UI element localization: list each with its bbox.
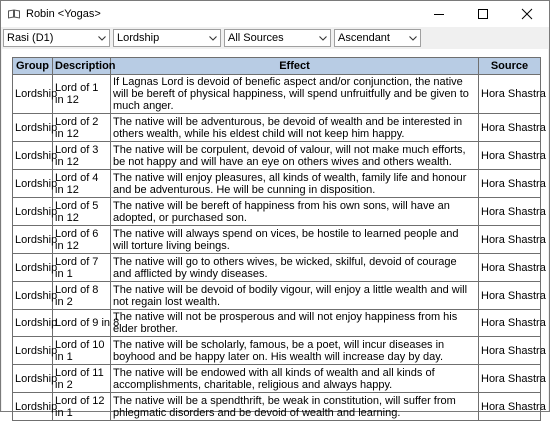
cell-group: Lordship (13, 337, 53, 365)
window-controls (417, 1, 549, 27)
cell-group: Lordship (13, 393, 53, 421)
chart-select[interactable] (3, 29, 110, 47)
cell-description: Lord of 8 in 2 (53, 282, 111, 310)
cell-group: Lordship (13, 226, 53, 254)
cell-effect: The native will not be prosperous and will not enjoy happiness from his elder brother. (111, 310, 479, 337)
cell-source: Hora Shastra (479, 114, 541, 142)
table-row[interactable] (13, 337, 541, 365)
cell-source: Hora Shastra (479, 170, 541, 198)
chart-select-value: Rasi (D1) (7, 32, 54, 44)
close-button[interactable] (505, 1, 549, 27)
cell-group: Lordship (13, 170, 53, 198)
maximize-icon (478, 9, 488, 19)
cell-source: Hora Shastra (479, 282, 541, 310)
cell-effect: The native will always spend on vices, be hostile to learned people and will torture living beings. (111, 226, 479, 254)
table-row[interactable] (13, 226, 541, 254)
chevron-down-icon (406, 36, 420, 41)
cell-group: Lordship (13, 142, 53, 170)
table-row[interactable] (13, 170, 541, 198)
cell-description: Lord of 10 in 1 (53, 337, 111, 365)
close-icon (522, 9, 532, 19)
table-row[interactable] (13, 114, 541, 142)
cell-description: Lord of 9 in 8 (53, 310, 111, 337)
table-row[interactable] (13, 310, 541, 337)
category-select-value: Lordship (117, 32, 160, 44)
cell-effect: The native will be devoid of bodily vigour, will enjoy a little wealth and will not regain lost wealth. (111, 282, 479, 310)
cell-description: Lord of 12 in 1 (53, 393, 111, 421)
cell-effect: The native will be adventurous, be devoid of wealth and be interested in others wealth, while his eldest child will not keep him happy. (111, 114, 479, 142)
cell-source: Hora Shastra (479, 254, 541, 282)
minimize-button[interactable] (417, 1, 461, 27)
cell-effect: The native will go to others wives, be wicked, skilful, devoid of courage and afflicted by windy diseases. (111, 254, 479, 282)
chevron-down-icon (95, 36, 109, 41)
cell-effect: The native will enjoy pleasures, all kinds of wealth, family life and honour and be adventurous. He will be cunning in disposition. (111, 170, 479, 198)
cell-description: Lord of 4 in 12 (53, 170, 111, 198)
cell-effect: The native will be scholarly, famous, be a poet, will incur diseases in boyhood and be happy later on. His wealth will increase day by day. (111, 337, 479, 365)
column-header-effect[interactable]: Effect (111, 58, 479, 75)
chevron-down-icon (316, 36, 330, 41)
cell-source: Hora Shastra (479, 393, 541, 421)
table-row[interactable] (13, 142, 541, 170)
table-row[interactable] (13, 365, 541, 393)
cell-description: Lord of 5 in 12 (53, 198, 111, 226)
cell-source: Hora Shastra (479, 142, 541, 170)
cell-source: Hora Shastra (479, 365, 541, 393)
column-header-source[interactable]: Source (479, 58, 541, 75)
table-row[interactable] (13, 254, 541, 282)
cell-description: Lord of 11 in 2 (53, 365, 111, 393)
cell-group: Lordship (13, 75, 53, 114)
toolbar (1, 27, 549, 49)
cell-group: Lordship (13, 114, 53, 142)
cell-effect: The native will be bereft of happiness from his own sons, will have an adopted, or purchased son. (111, 198, 479, 226)
table-header-row (13, 58, 541, 75)
reference-select[interactable] (334, 29, 421, 47)
table-row[interactable] (13, 282, 541, 310)
cell-description: Lord of 2 in 12 (53, 114, 111, 142)
cell-group: Lordship (13, 365, 53, 393)
source-select-value: All Sources (228, 32, 284, 44)
cell-effect: The native will be a spendthrift, be weak in constitution, will suffer from phlegmatic disorders and be devoid of wealth and learning. (111, 393, 479, 421)
cell-source: Hora Shastra (479, 75, 541, 114)
yogas-content (2, 49, 548, 419)
maximize-button[interactable] (461, 1, 505, 27)
cell-description: Lord of 7 in 1 (53, 254, 111, 282)
cell-description: Lord of 6 in 12 (53, 226, 111, 254)
cell-group: Lordship (13, 198, 53, 226)
table-row[interactable] (13, 393, 541, 421)
cell-description: Lord of 3 in 12 (53, 142, 111, 170)
table-row[interactable] (13, 198, 541, 226)
cell-source: Hora Shastra (479, 198, 541, 226)
column-header-description[interactable]: Description (53, 58, 111, 75)
cell-source: Hora Shastra (479, 337, 541, 365)
title-bar[interactable] (1, 1, 549, 27)
cell-effect: The native will be corpulent, devoid of valour, will not make much efforts, be not happy and will have an eye on others wives and others wealth. (111, 142, 479, 170)
reference-select-value: Ascendant (338, 32, 390, 44)
book-icon (8, 9, 20, 19)
table-row[interactable] (13, 75, 541, 114)
cell-description: Lord of 1 in 12 (53, 75, 111, 114)
cell-source: Hora Shastra (479, 226, 541, 254)
cell-effect: If Lagnas Lord is devoid of benefic aspect and/or conjunction, the native will be bereft of physical happiness, will spend unfruitfully and be given to much anger. (111, 75, 479, 114)
chevron-down-icon (206, 36, 220, 41)
minimize-icon (434, 9, 444, 19)
cell-source: Hora Shastra (479, 310, 541, 337)
cell-effect: The native will be endowed with all kinds of wealth and all kinds of accomplishments, charitable, religious and always happy. (111, 365, 479, 393)
cell-group: Lordship (13, 282, 53, 310)
yogas-table (12, 57, 546, 421)
category-select[interactable] (113, 29, 221, 47)
cell-group: Lordship (13, 310, 53, 337)
column-header-group[interactable]: Group (13, 58, 53, 75)
cell-group: Lordship (13, 254, 53, 282)
window-title: Robin <Yogas> (26, 8, 101, 20)
source-select[interactable] (224, 29, 331, 47)
